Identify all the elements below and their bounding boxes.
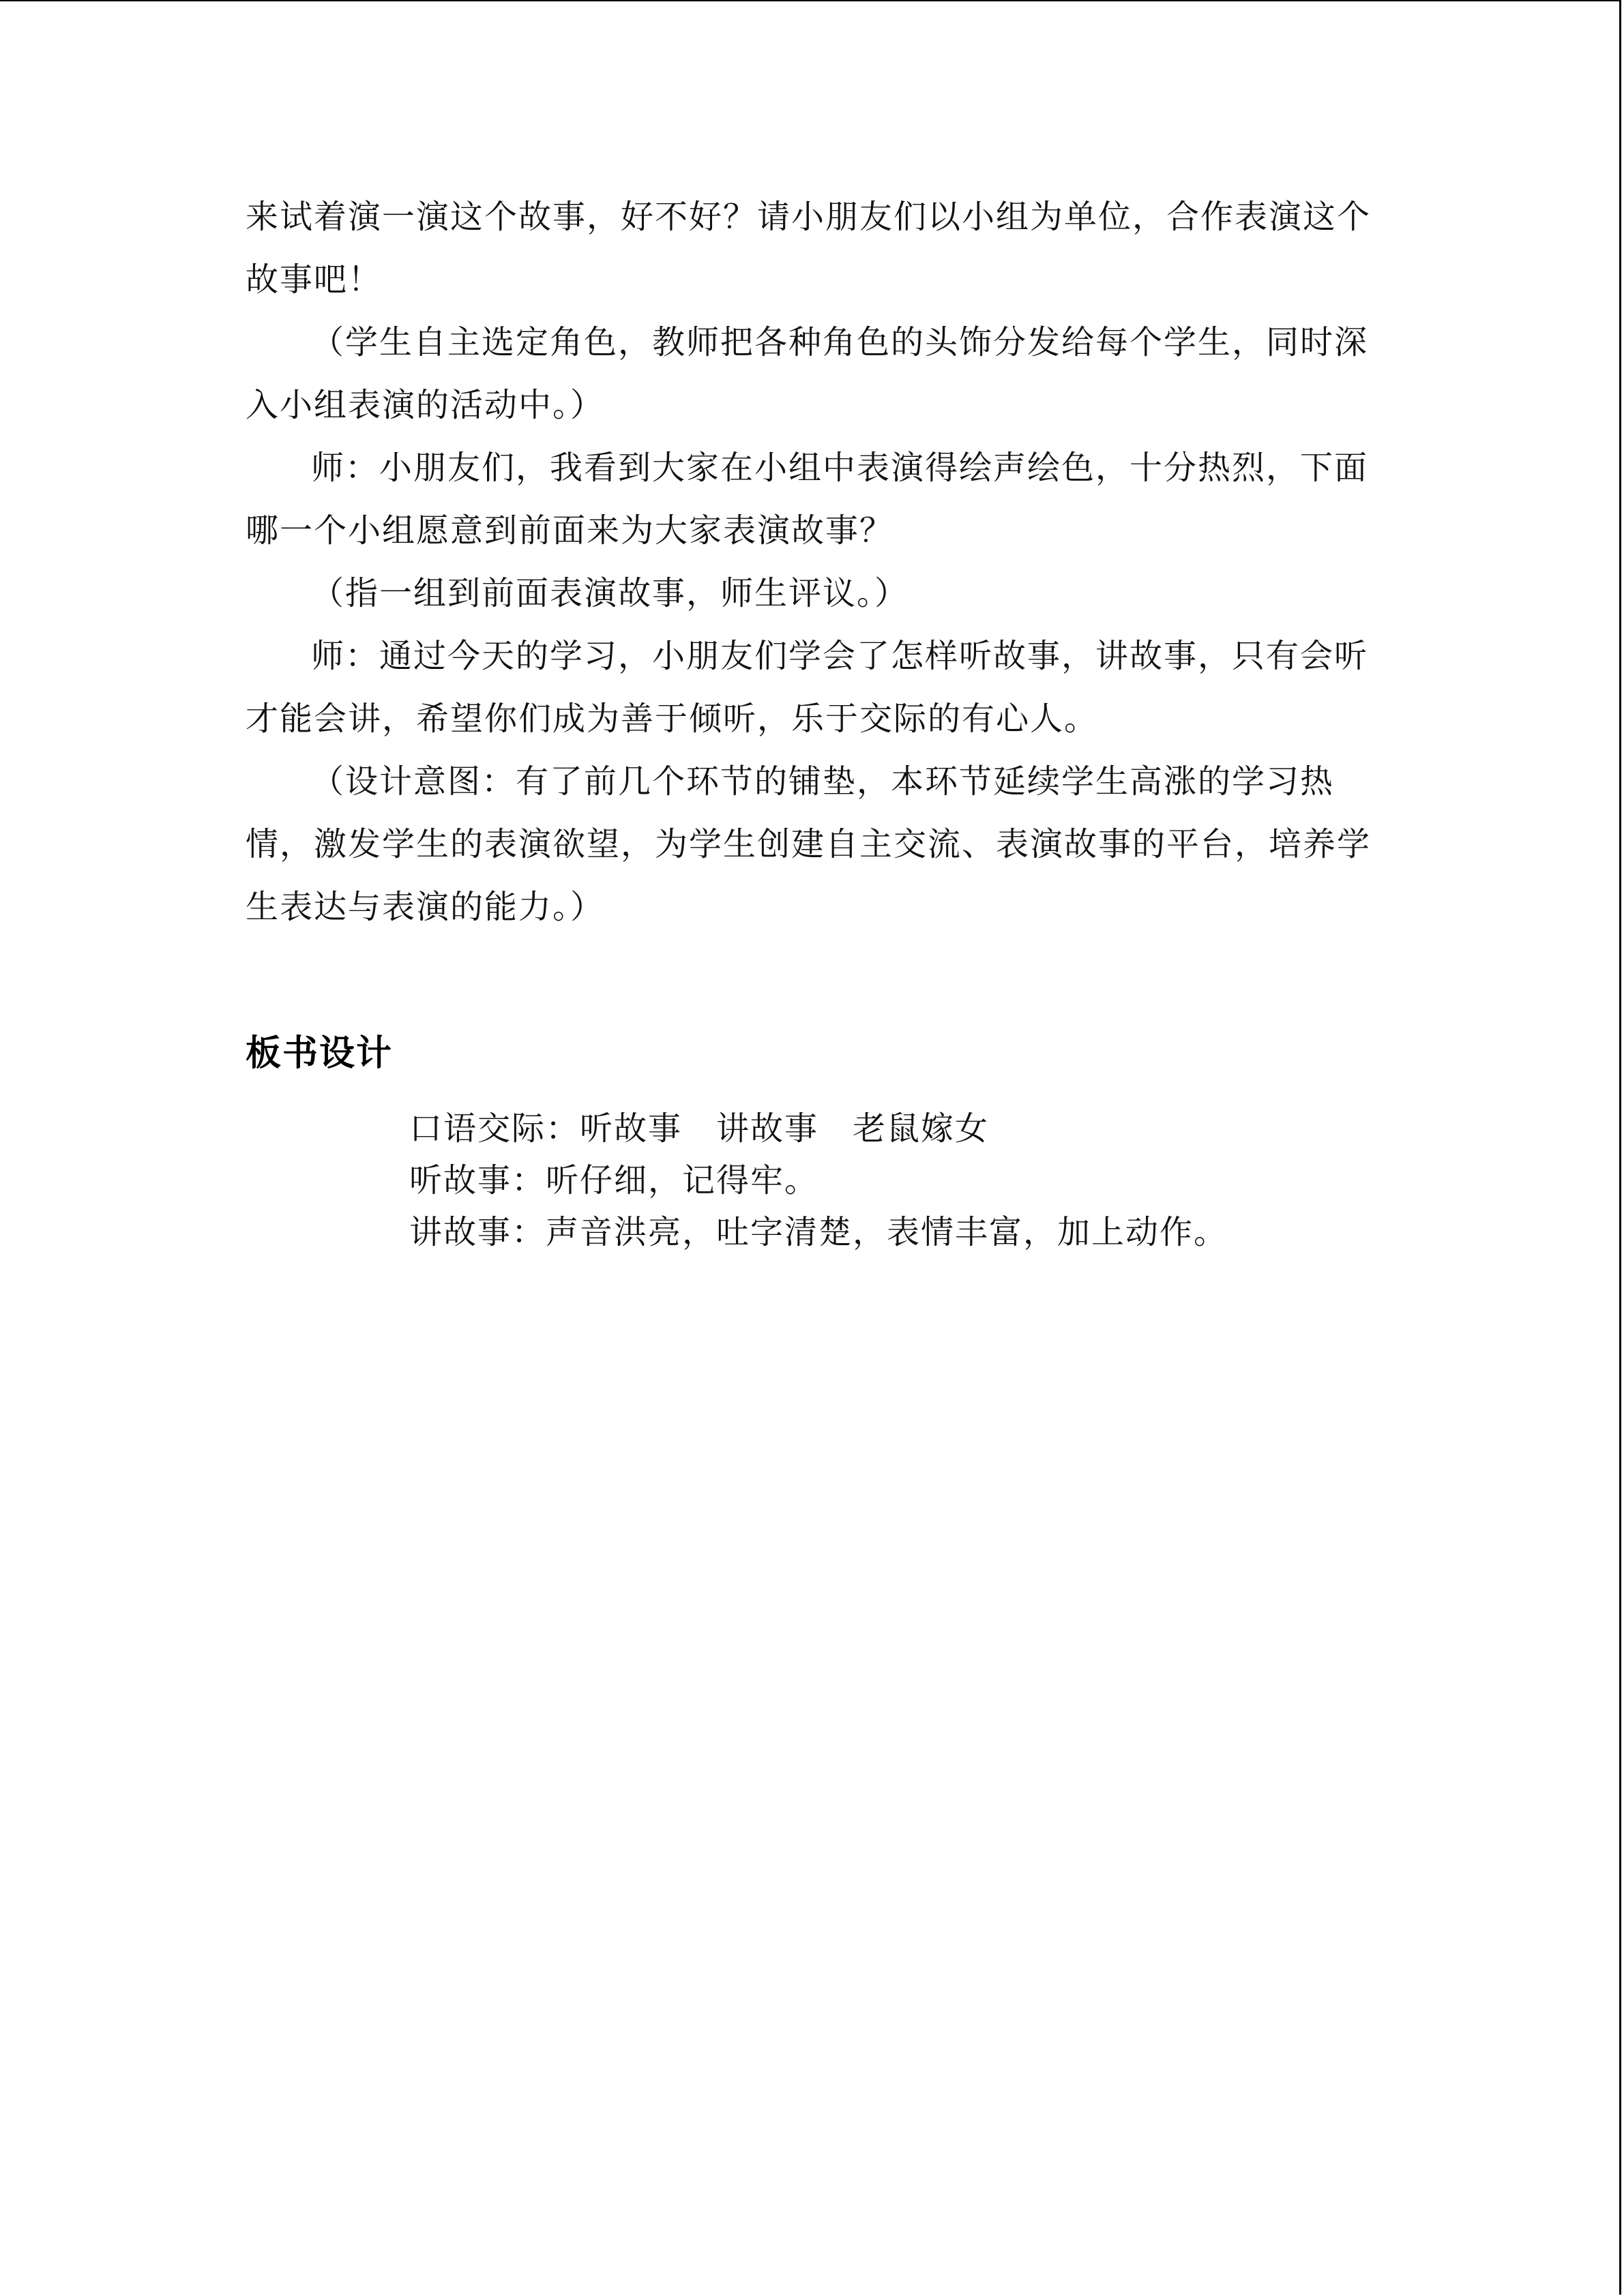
section-heading: 板书设计 (246, 1033, 394, 1074)
body-text (246, 185, 1378, 938)
paragraph-5: 师：通过今天的学习，小朋友们学会了怎样听故事，讲故事，只有会听才能会讲，希望你们成为善于倾听，乐于交际的有心人。 (246, 637, 1369, 738)
paragraph-6: （设计意图：有了前几个环节的铺垫，本环节延续学生高涨的学习热情，激发学生的表演欲望，为学生创建自主交流、表演故事的平台，培养学生表达与表演的能力。） (246, 762, 1372, 926)
paragraph-3: 师：小朋友们，我看到大家在小组中表演得绘声绘色，十分热烈，下面哪一个小组愿意到前面来为大家表演故事？ (246, 449, 1369, 550)
board-line-listen: 听故事：听仔细，记得牢。 (409, 1161, 819, 1199)
board-line-tell: 讲故事：声音洪亮，吐字清楚，表情丰富，加上动作。 (409, 1213, 1228, 1251)
board-design (409, 1103, 1228, 1258)
paragraph-1: 来试着演一演这个故事，好不好？请小朋友们以小组为单位，合作表演这个故事吧！ (246, 198, 1372, 299)
board-line-topic: 口语交际：听故事 讲故事 老鼠嫁女 (409, 1109, 990, 1148)
paragraph-4: （指一组到前面表演故事，师生评议。） (311, 574, 909, 612)
paragraph-2: （学生自主选定角色，教师把各种角色的头饰分发给每个学生，同时深入小组表演的活动中。） (246, 323, 1369, 424)
